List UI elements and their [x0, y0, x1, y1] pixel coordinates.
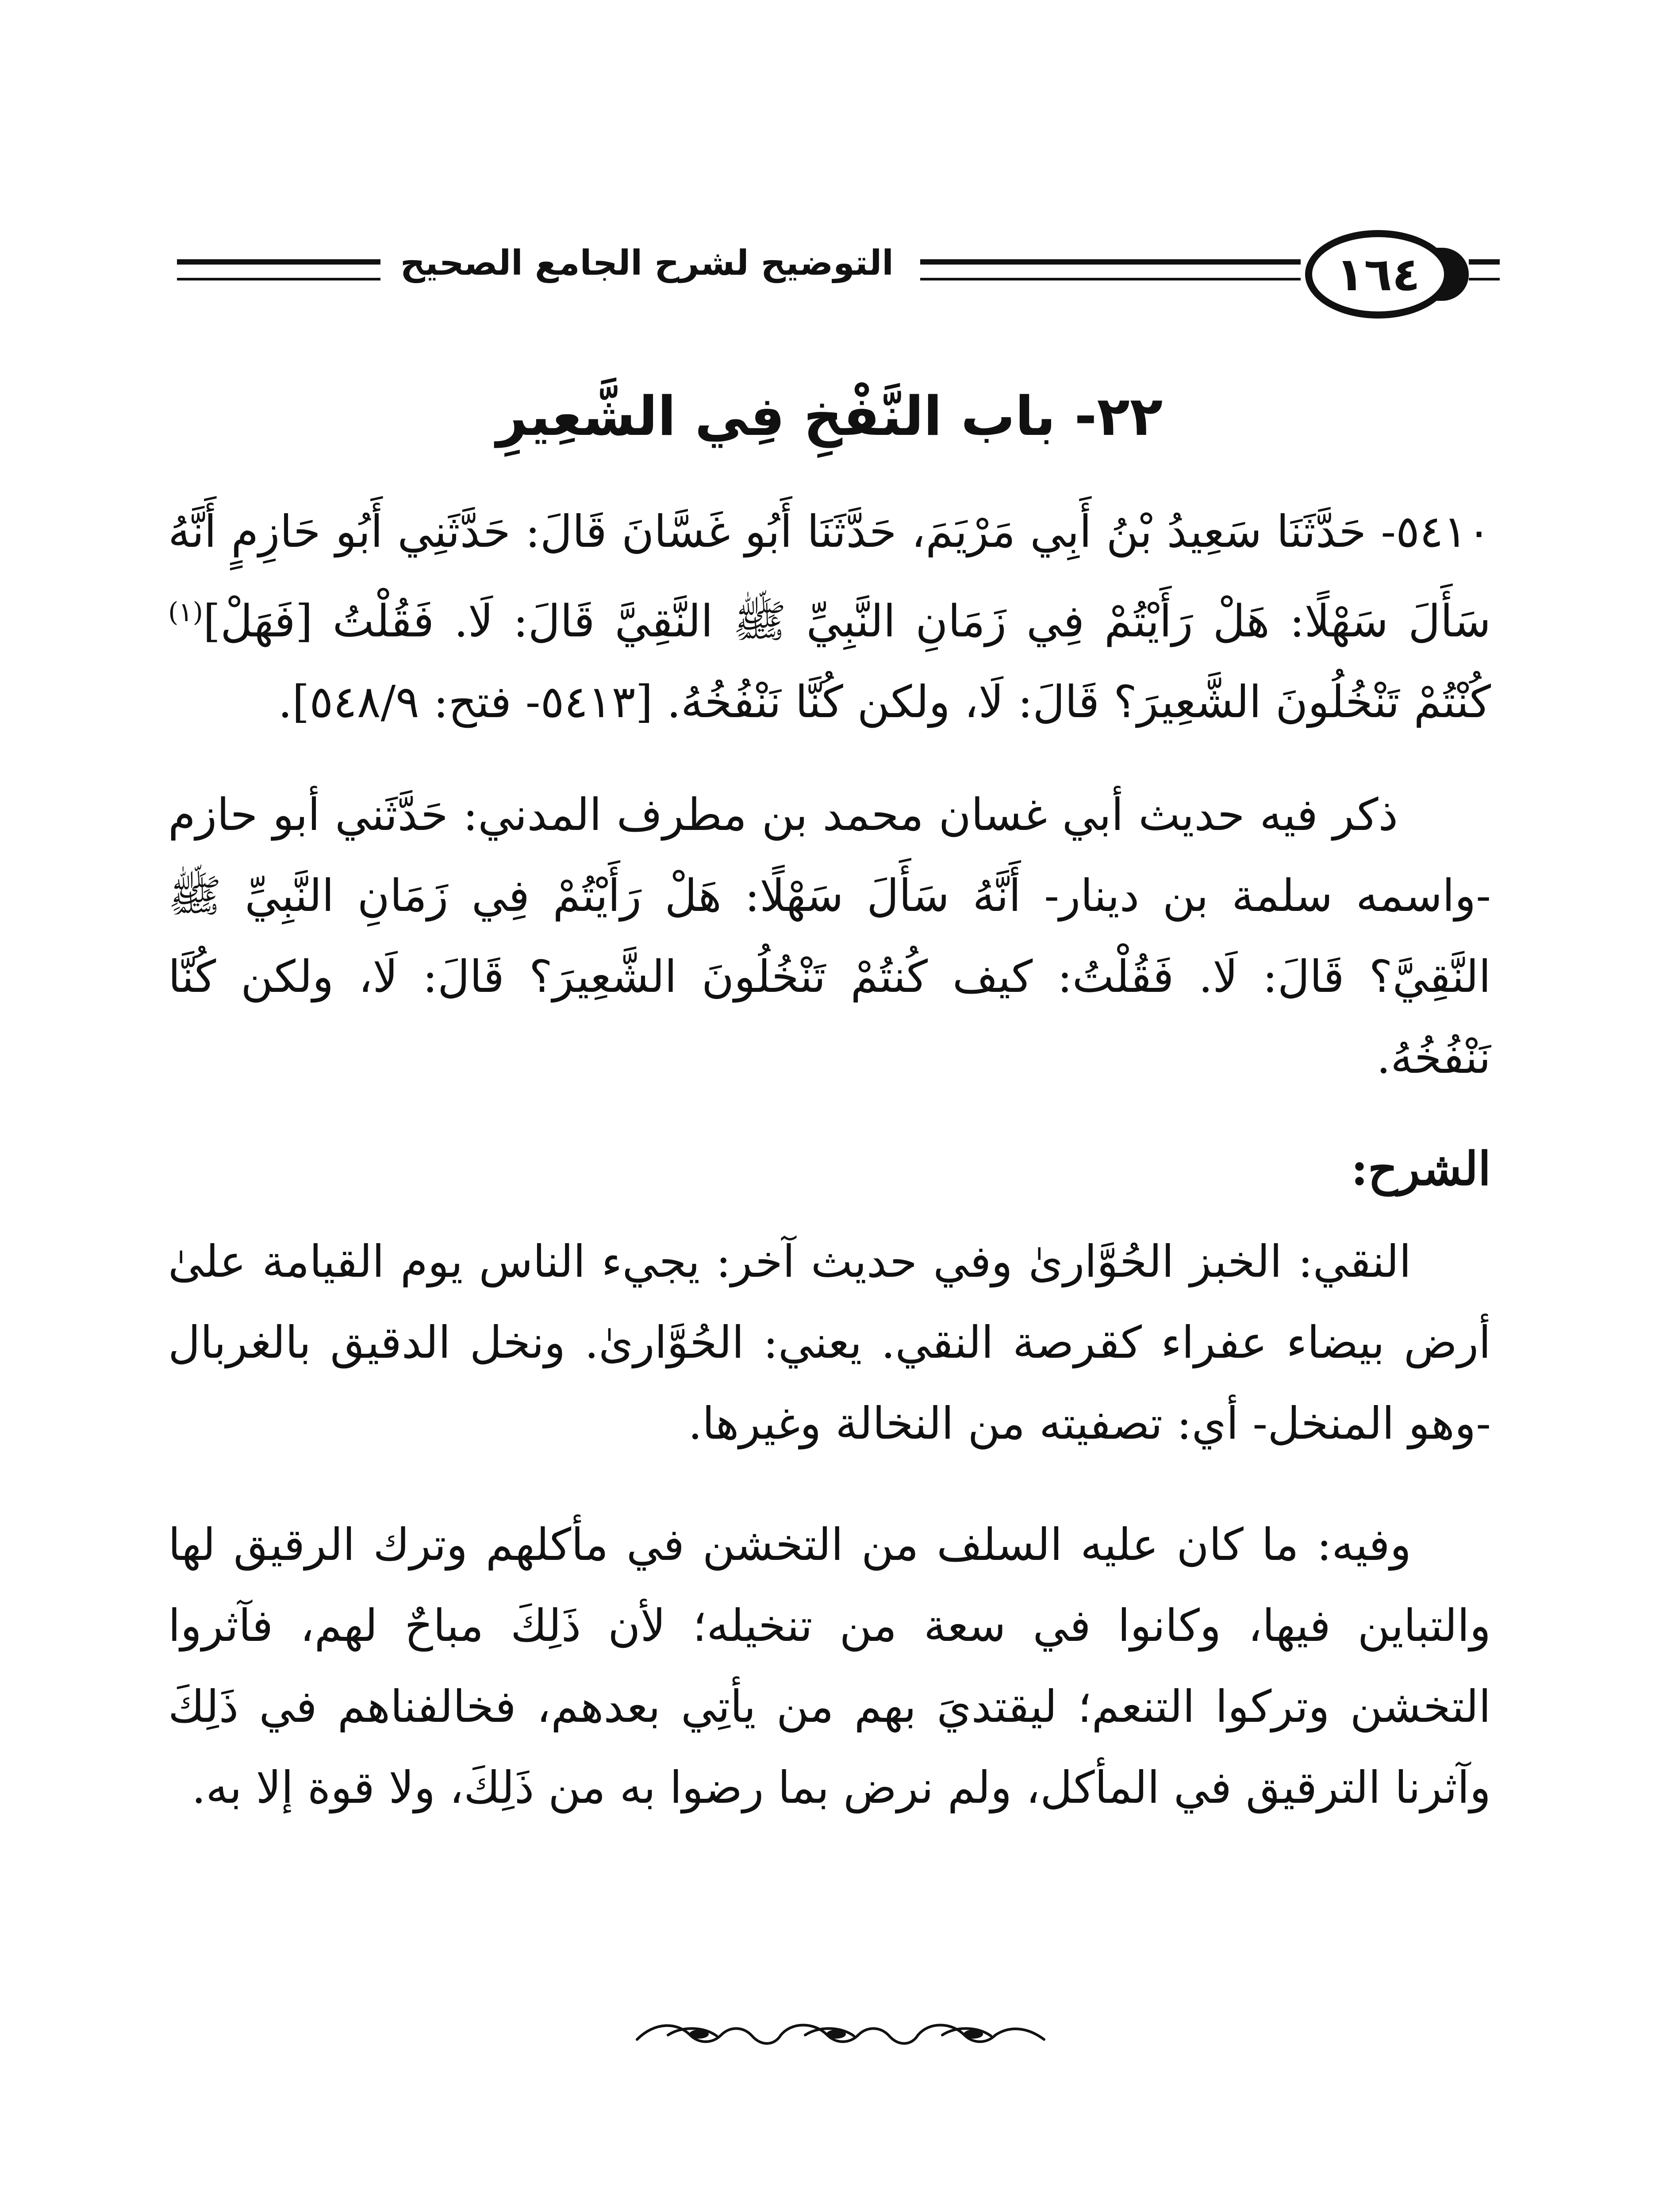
book-title: التوضيح لشرح الجامع الصحيح — [400, 243, 894, 283]
intro-paragraph: ذكر فيه حديث أبي غسان محمد بن مطرف المدني: حَدَّثَني أبو حازم -واسمه سلمة بن دينار- أَنَّهُ سَأَلَ سَهْلًا: هَلْ رَأَيْتُمْ فِي زَمَانِ النَّبِيِّ ﷺ النَّقِيَّ؟ قَالَ: لَا. فَقُلْتُ: كيف كُنتُمْ تَنْخُلُونَ الشَّعِيرَ؟ قَالَ: لَا، ولكن كُنَّا نَنْفُخُهُ. — [168, 789, 1491, 1083]
hadith-text-part-1: ٥٤١٠- حَدَّثَنَا سَعِيدُ بْنُ أَبِي مَرْيَمَ، حَدَّثَنَا أَبُو غَسَّانَ قَالَ: حَدَّثَنِي أَبُو حَازِمٍ أَنَّهُ سَأَلَ سَهْلًا: هَلْ رَأَيْتُمْ فِي زَمَانِ النَّبِيِّ ﷺ النَّقِيَّ قَالَ: لَا. فَقُلْتُ [فَهَلْ] — [168, 506, 1491, 647]
page-number: ١٦٤ — [1305, 230, 1451, 319]
sharh-paragraph-2: وفيه: ما كان عليه السلف من التخشن في مأكلهم وترك الرقيق لها والتباين فيها، وكانوا في سعة من تنخيله؛ لأن ذَلِكَ مباحٌ لهم، فآثروا التخشن وتركوا التنعم؛ ليقتديَ بهم من يأتِي بعدهم، فخالفناهم في ذَلِكَ وآثرنا الترقيق في المأكل، ولم نرض بما رضوا به من ذَلِكَ، ولا قوة إلا به. — [168, 1519, 1491, 1813]
header-rule-middle-bottom — [920, 278, 1301, 280]
header-rule-right-top — [1469, 259, 1500, 265]
header-rule-middle-top — [920, 259, 1301, 265]
sharh-heading: الشرح: — [1351, 1141, 1491, 1196]
section-end-ornament — [628, 2008, 1053, 2062]
running-header — [159, 230, 1500, 319]
header-rule-right-bottom — [1469, 278, 1500, 280]
footnote-reference: (١) — [168, 597, 204, 628]
hadith-text — [168, 491, 1491, 742]
header-rule-left-bottom — [177, 278, 380, 280]
header-rule-left-top — [177, 259, 380, 265]
sharh-paragraph-1: النقي: الخبز الحُوَّارىٰ وفي حديث آخر: يجيء الناس يوم القيامة علىٰ أرض بيضاء عفراء كقرصة النقي. يعني: الحُوَّارىٰ. ونخل الدقيق بالغربال -وهو المنخل- أي: تصفيته من النخالة وغيرها. — [168, 1236, 1491, 1449]
chapter-title: ٢٢- باب النَّفْخِ فِي الشَّعِيرِ — [496, 385, 1163, 448]
hadith-text-part-2: كُنْتُمْ تَنْخُلُونَ الشَّعِيرَ؟ قَالَ: لَا، ولكن كُنَّا نَنْفُخُهُ. [٥٤١٣- فتح: ٥٤٨/٩]. — [278, 676, 1491, 728]
